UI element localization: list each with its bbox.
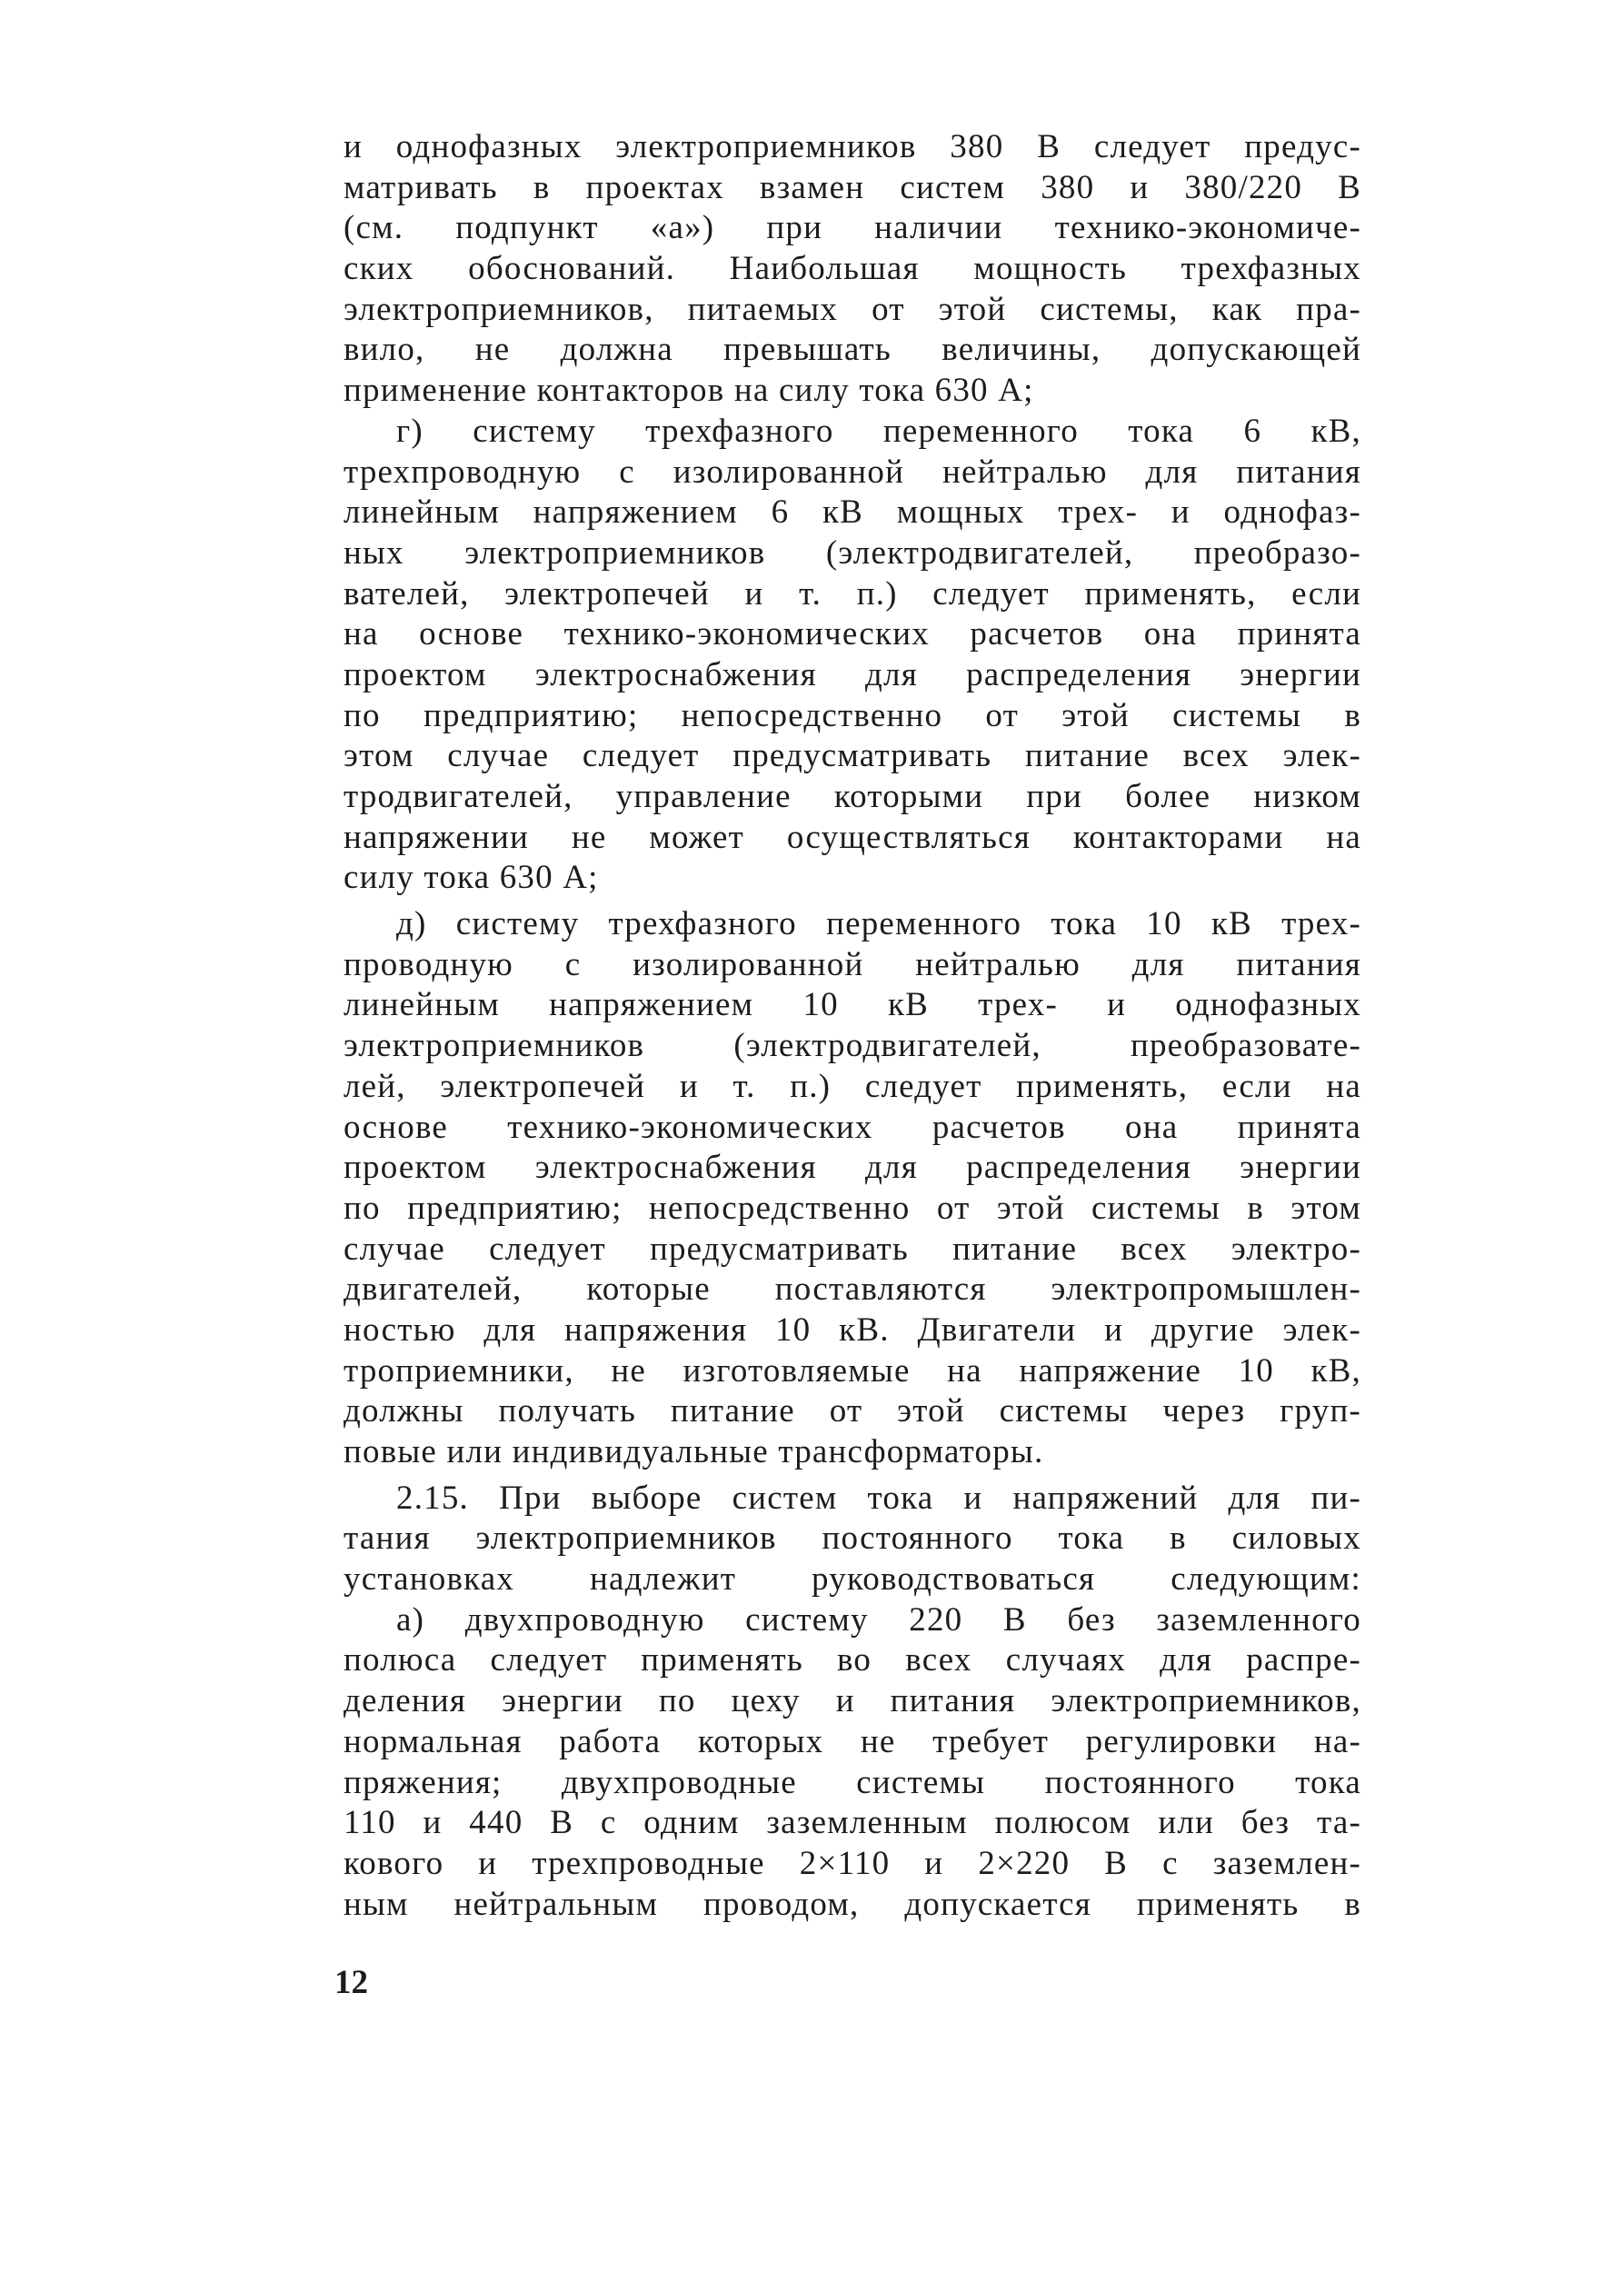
text-line: электроприемников, питаемых от этой системы, как пра- <box>344 290 1361 328</box>
text-line: установках надлежит руководствоваться следующим: <box>344 1560 1361 1599</box>
text-line: по предприятию; непосредственно от этой системы в этом <box>344 1189 1361 1227</box>
text-line: по предприятию; непосредственно от этой системы в <box>344 696 1361 734</box>
text-line: г) систему трехфазного переменного тока 6 кВ, <box>396 412 1361 450</box>
text-line: вателей, электропечей и т. п.) следует применять, если <box>344 574 1361 613</box>
text-line: двигателей, которые поставляются электропромышлен- <box>344 1271 1361 1309</box>
text-line: троприемники, не изготовляемые на напряжение 10 кВ, <box>344 1351 1361 1390</box>
text-line: ских обоснований. Наибольшая мощность трехфазных <box>344 250 1361 288</box>
text-line: а) двухпроводную систему 220 В без заземленного <box>396 1600 1361 1639</box>
text-line: на основе технико-экономических расчетов она принята <box>344 615 1361 653</box>
text-line: случае следует предусматривать питание всех электро- <box>344 1230 1361 1268</box>
text-line: силу тока 630 А; <box>344 859 599 897</box>
text-line: (см. подпункт «а») при наличии технико-экономиче- <box>344 209 1361 247</box>
text-line: ным нейтральным проводом, допускается применять в <box>344 1885 1361 1923</box>
text-line: тродвигателей, управление которыми при более низком <box>344 778 1361 815</box>
text-line: проектом электроснабжения для распределения энергии <box>344 655 1361 693</box>
text-line: полюса следует применять во всех случаях для распре- <box>344 1641 1361 1679</box>
text-line: тания электроприемников постоянного тока в силовых <box>344 1520 1361 1558</box>
text-line: проектом электроснабжения для распределения энергии <box>344 1149 1361 1187</box>
body-text <box>344 127 1361 1925</box>
text-line: вило, не должна превышать величины, допускающей <box>344 331 1361 369</box>
text-line: матривать в проектах взамен систем 380 и 380/220 В <box>344 168 1361 206</box>
text-line: кового и трехпроводные 2×110 и 2×220 В с заземлен- <box>344 1844 1361 1882</box>
text-line: трехпроводную с изолированной нейтралью для питания <box>344 453 1361 491</box>
text-line: линейным напряжением 6 кВ мощных трех- и однофаз- <box>344 493 1361 532</box>
text-line: ных электроприемников (электродвигателей, преобразо- <box>344 533 1361 572</box>
text-line: нормальная работа которых не требует регулировки на- <box>344 1722 1361 1760</box>
text-line: 2.15. При выборе систем тока и напряжений для пи- <box>396 1479 1361 1517</box>
text-line: и однофазных электроприемников 380 В следует предус- <box>344 128 1361 165</box>
text-line: напряжении не может осуществляться контакторами на <box>344 818 1361 856</box>
text-line: деления энергии по цеху и питания электроприемников, <box>344 1682 1361 1720</box>
text-line: 110 и 440 В с одним заземленным полюсом или без та- <box>344 1804 1361 1842</box>
text-line: основе технико-экономических расчетов она принята <box>344 1108 1361 1146</box>
text-line: проводную с изолированной нейтралью для питания <box>344 945 1361 983</box>
text-line: повые или индивидуальные трансформаторы. <box>344 1433 1044 1470</box>
text-line: электроприемников (электродвигателей, преобразовате- <box>344 1027 1361 1065</box>
page-number: 12 <box>334 1964 368 2001</box>
text-line: ностью для напряжения 10 кВ. Двигатели и другие элек- <box>344 1310 1361 1349</box>
text-line: д) систему трехфазного переменного тока 10 кВ трех- <box>396 905 1361 943</box>
text-line: лей, электропечей и т. п.) следует применять, если на <box>344 1067 1361 1105</box>
text-line: пряжения; двухпроводные системы постоянного тока <box>344 1763 1361 1801</box>
text-line: этом случае следует предусматривать питание всех элек- <box>344 737 1361 775</box>
text-line: должны получать питание от этой системы через груп- <box>344 1392 1361 1430</box>
text-line: применение контакторов на силу тока 630 А; <box>344 372 1034 410</box>
text-line: линейным напряжением 10 кВ трех- и однофазных <box>344 986 1361 1024</box>
